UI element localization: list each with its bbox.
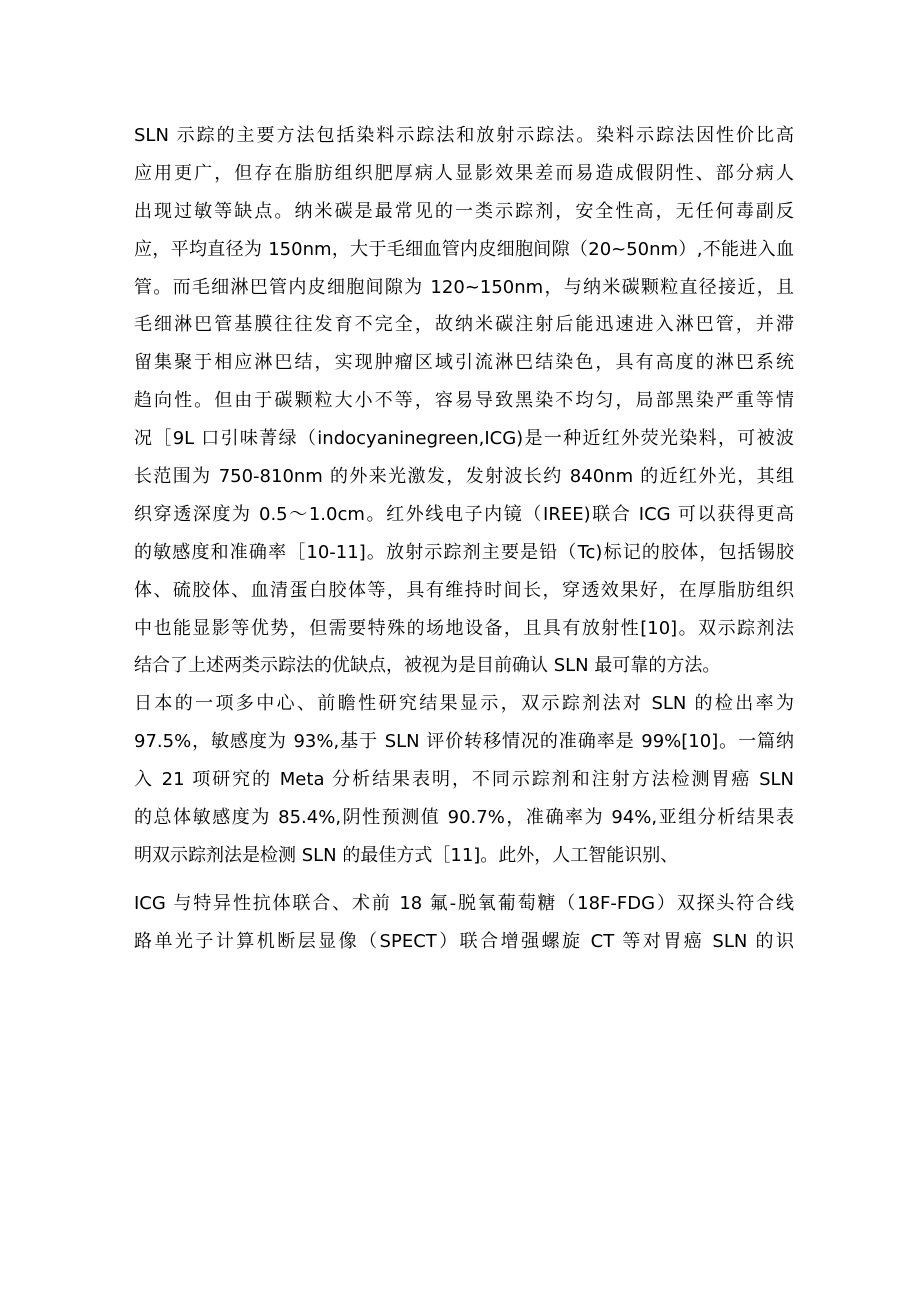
text-line: 的总体敏感度为 85.4%,阴性预测值 90.7%，准确率为 94%,亚组分析结果表 xyxy=(134,807,794,829)
text-line: ICG 与特异性抗体联合、术前 18 氟-脱氧葡萄糖（18F-FDG）双探头符合线 xyxy=(134,892,794,914)
text-line: 况［9L 口引味菁绿（indocyaninegreen,ICG)是一种近红外荧光染料，可被波 xyxy=(134,428,794,450)
paragraph-2 xyxy=(134,885,794,961)
text-line: 留集聚于相应淋巴结，实现肿瘤区域引流淋巴结染色，具有高度的淋巴系统 xyxy=(134,352,794,374)
text-line: 97.5%，敏感度为 93%,基于 SLN 评价转移情况的准确率是 99%[10]。一篇纳 xyxy=(134,731,794,753)
text-line: 路单光子计算机断层显像（SPECT）联合增强螺旋 CT 等对胃癌 SLN 的识 xyxy=(134,930,794,952)
text-line: 毛细淋巴管基膜往往发育不完全，故纳米碳注射后能迅速进入淋巴管，并滞 xyxy=(134,314,794,336)
text-line: 体、硫胶体、血清蛋白胶体等，具有维持时间长，穿透效果好，在厚脂肪组织 xyxy=(134,579,794,601)
paragraph-1 xyxy=(134,117,794,875)
text-line: 趋向性。但由于碳颗粒大小不等，容易导致黑染不均匀，局部黑染严重等情 xyxy=(134,390,794,412)
text-line: 出现过敏等缺点。纳米碳是最常见的一类示踪剂，安全性高，无任何毒副反 xyxy=(134,200,794,222)
body-text xyxy=(134,117,794,961)
text-line: 明双示踪剂法是检测 SLN 的最佳方式［11]。此外，人工智能识别、 xyxy=(134,844,679,866)
text-line: 日本的一项多中心、前瞻性研究结果显示，双示踪剂法对 SLN 的检出率为 xyxy=(134,693,794,715)
paragraph-gap xyxy=(134,875,794,885)
text-line: 的敏感度和准确率［10-11]。放射示踪剂主要是铅（Tc)标记的胶体，包括锡胶 xyxy=(134,541,794,563)
text-line: 长范围为 750-810nm 的外来光激发，发射波长约 840nm 的近红外光，其组 xyxy=(134,466,794,488)
text-line: 中也能显影等优势，但需要特殊的场地设备，且具有放射性[10]。双示踪剂法 xyxy=(134,617,794,639)
text-line: 织穿透深度为 0.5～1.0cm。红外线电子内镜（IREE)联合 ICG 可以获得更高 xyxy=(134,503,794,525)
text-line: 应，平均直径为 150nm，大于毛细血管内皮细胞间隙（20~50nm）,不能进入血 xyxy=(134,238,794,260)
text-line: SLN 示踪的主要方法包括染料示踪法和放射示踪法。染料示踪法因性价比高 xyxy=(134,125,794,146)
text-line: 应用更广，但存在脂肪组织肥厚病人显影效果差而易造成假阴性、部分病人 xyxy=(134,162,794,184)
text-line: 入 21 项研究的 Meta 分析结果表明，不同示踪剂和注射方法检测胃癌 SLN xyxy=(134,769,794,791)
text-line: 管。而毛细淋巴管内皮细胞间隙为 120~150nm，与纳米碳颗粒直径接近，且 xyxy=(134,276,794,298)
text-line: 结合了上述两类示踪法的优缺点，被视为是目前确认 SLN 最可靠的方法。 xyxy=(134,655,721,677)
